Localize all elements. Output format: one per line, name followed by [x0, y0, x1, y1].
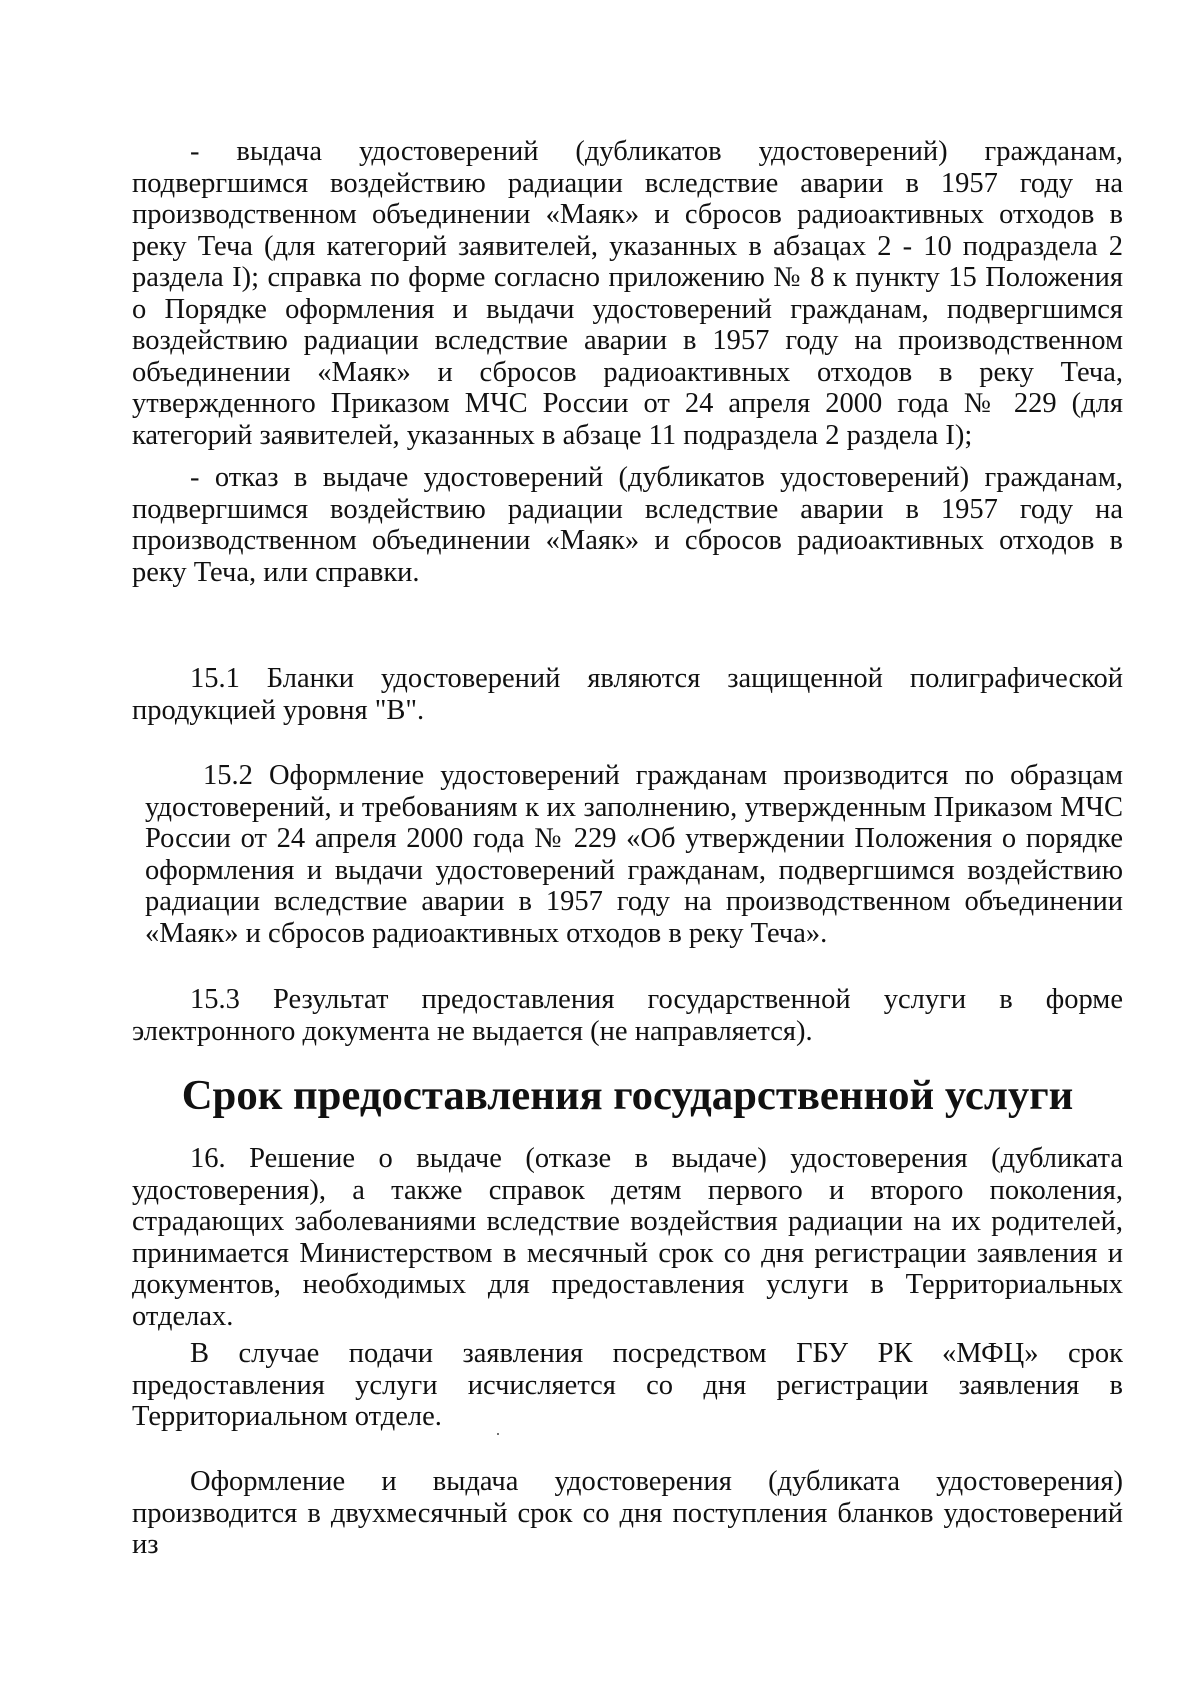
paragraph-15-2: 15.2 Оформление удостоверений гражданам производится по образцам удостоверений, и требованиям к их заполнению, утвержденным Приказом МЧС России от 24 апреля 2000 года № 229 «Об утверждении Положения о порядке оформления и выдачи удостоверений гражданам, подвергшимся воздействию радиации вследствие аварии в 1957 году на производственном объединении «Маяк» и сбросов радиоактивных отходов в реку Теча». — [145, 760, 1123, 949]
scan-speck — [497, 1433, 499, 1435]
paragraph-15-1: 15.1 Бланки удостоверений являются защищенной полиграфической продукцией уровня "В". — [132, 663, 1123, 726]
paragraph-issuance-certificates: - выдача удостоверений (дубликатов удостоверений) гражданам, подвергшимся воздействию радиации вследствие аварии в 1957 году на производственном объединении «Маяк» и сбросов радиоактивных отходов в реку Теча (для категорий заявителей, указанных в абзацах 2 - 10 подраздела 2 раздела I); справка по форме согласно приложению № 8 к пункту 15 Положения о Порядке оформления и выдачи удостоверений гражданам, подвергшимся воздействию радиации вследствие аварии в 1957 году на производственном объединении «Маяк» и сбросов радиоактивных отходов в реку Теча, утвержденного Приказом МЧС России от 24 апреля 2000 года № 229 (для категорий заявителей, указанных в абзаце 11 подраздела 2 раздела I); — [132, 136, 1123, 451]
paragraph-15-3: 15.3 Результат предоставления государственной услуги в форме электронного документа не выдается (не направляется). — [132, 984, 1123, 1047]
paragraph-16: 16. Решение о выдаче (отказе в выдаче) удостоверения (дубликата удостоверения), а также справок детям первого и второго поколения, страдающих заболеваниями вследствие воздействия радиации на их родителей, принимается Министерством в месячный срок со дня регистрации заявления и документов, необходимых для предоставления услуги в Территориальных отделах. — [132, 1143, 1123, 1332]
paragraph-issuance-term: Оформление и выдача удостоверения (дубликата удостоверения) производится в двухмесячный срок со дня поступления бланков удостоверений из — [132, 1466, 1123, 1560]
section-heading: Срок предоставления государственной услуги — [181, 1072, 1074, 1119]
paragraph-refusal-certificates: - отказ в выдаче удостоверений (дубликатов удостоверений) гражданам, подвергшимся воздействию радиации вследствие аварии в 1957 году на производственном объединении «Маяк» и сбросов радиоактивных отходов в реку Теча, или справки. — [132, 462, 1123, 588]
paragraph-mfc-case: В случае подачи заявления посредством ГБУ РК «МФЦ» срок предоставления услуги исчисляется со дня регистрации заявления в Территориальном отделе. — [132, 1338, 1123, 1432]
